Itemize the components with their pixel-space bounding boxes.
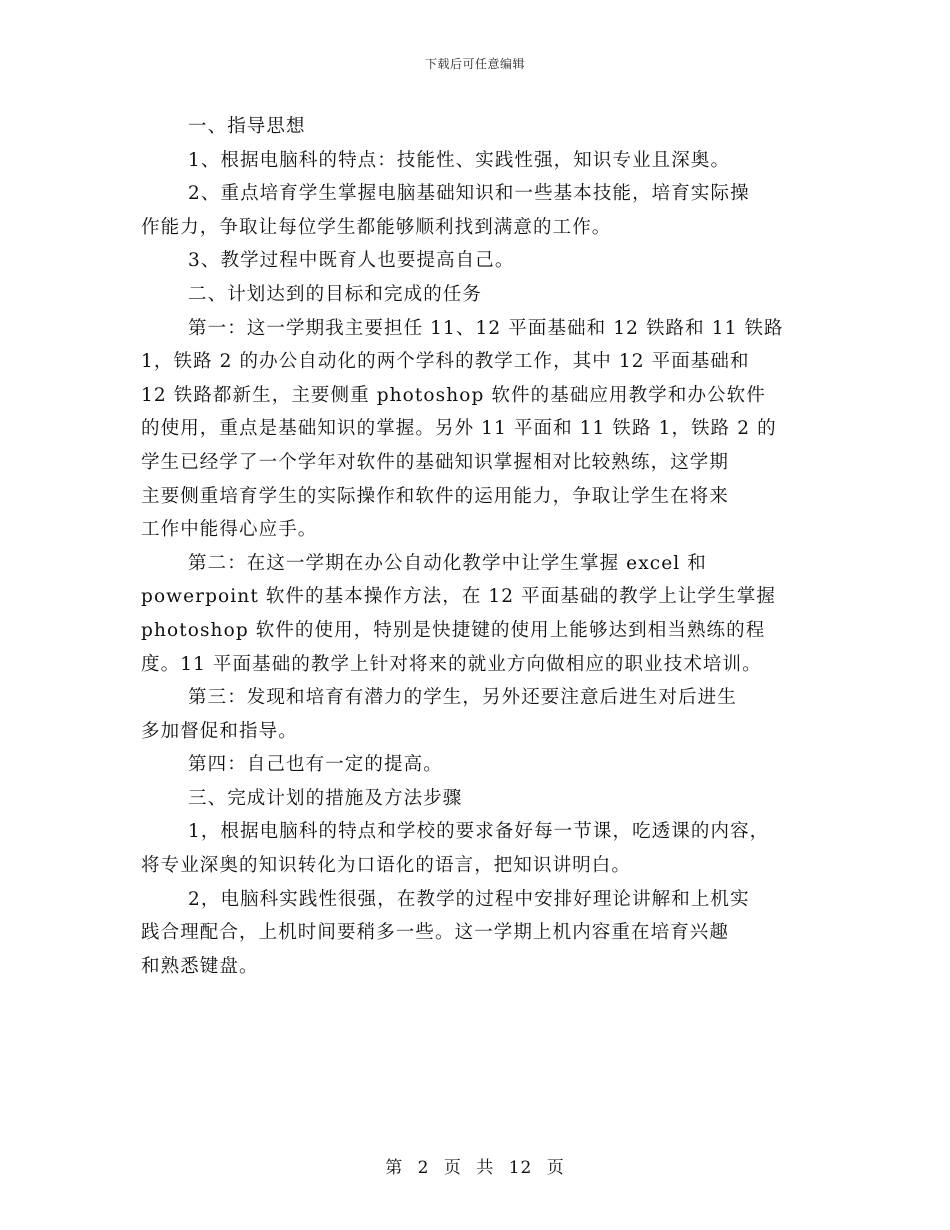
paragraph: [141, 815, 811, 882]
total-label: 共: [476, 1158, 495, 1178]
text-line: 3、教学过程中既育人也要提高自己。: [188, 250, 515, 272]
text-line: 和熟悉键盘。: [141, 955, 259, 977]
text-line: 将专业深奥的知识转化为口语化的语言，把知识讲明白。: [141, 855, 632, 877]
text-line: 作能力，争取让每位学生都能够顺利找到满意的工作。: [141, 216, 612, 238]
text-line: 学生已经学了一个学年对软件的基础知识掌握相对比较熟练，这学期: [141, 451, 730, 473]
page-label-middle: 页: [443, 1158, 462, 1178]
text-line: 1，铁路 2 的办公自动化的两个学科的教学工作，其中 12 平面基础和: [141, 351, 750, 373]
paragraph: [141, 883, 811, 984]
text-line: 12 铁路都新生，主要侧重 photoshop 软件的基础应用教学和办公软件: [141, 384, 766, 406]
page-label-suffix: 页: [546, 1158, 565, 1178]
paragraph: [141, 144, 811, 178]
paragraph: [141, 748, 811, 782]
text-line: 工作中能得心应手。: [141, 519, 318, 541]
text-line: 第二：在这一学期在办公自动化教学中让学生掌握 excel 和: [188, 552, 707, 574]
text-line: 三、完成计划的措施及方法步骤: [188, 787, 463, 809]
text-line: photoshop 软件的使用，特别是快捷键的使用上能够达到相当熟练的程: [141, 619, 766, 641]
paragraph: [141, 681, 811, 748]
text-line: 二、计划达到的目标和完成的任务: [188, 283, 483, 305]
paragraph: [141, 547, 811, 681]
text-line: 主要侧重培育学生的实际操作和软件的运用能力，争取让学生在将来: [141, 485, 730, 507]
paragraph: [141, 110, 811, 144]
text-line: 的使用，重点是基础知识的掌握。另外 11 平面和 11 铁路 1，铁路 2 的: [141, 418, 777, 440]
paragraph: [141, 244, 811, 278]
text-line: 第三：发现和培育有潜力的学生，另外还要注意后进生对后进生: [188, 687, 737, 709]
paragraph: [141, 177, 811, 244]
text-line: 1、根据电脑科的特点：技能性、实践性强，知识专业且深奥。: [188, 149, 731, 171]
text-line: 一、指导思想: [188, 116, 306, 137]
text-line: 1，根据电脑科的特点和学校的要求备好每一节课，吃透课的内容，: [188, 821, 770, 843]
text-line: 2、重点培育学生掌握电脑基础知识和一些基本技能，培育实际操: [188, 183, 750, 205]
total-pages: 12: [508, 1158, 533, 1178]
paragraph: [141, 782, 811, 816]
text-line: 第一：这一学期我主要担任 11、12 平面基础和 12 铁路和 11 铁路: [188, 317, 784, 339]
text-line: 2，电脑科实践性很强，在教学的过程中安排好理论讲解和上机实: [188, 888, 750, 910]
paragraph: [141, 312, 811, 547]
paragraph: [141, 278, 811, 312]
page-label-prefix: 第: [385, 1158, 404, 1178]
text-line: 多加督促和指导。: [141, 720, 298, 742]
text-line: 第四：自己也有一定的提高。: [188, 754, 443, 776]
text-line: 践合理配合，上机时间要稍多一些。这一学期上机内容重在培育兴趣: [141, 922, 730, 944]
document-body: [141, 110, 811, 983]
page-header: 下载后可任意编辑: [424, 57, 525, 71]
text-line: 度。11 平面基础的教学上针对将来的就业方向做相应的职业技术培训。: [141, 653, 762, 675]
page-footer: [0, 1153, 950, 1178]
page-number: 2: [417, 1158, 430, 1178]
text-line: powerpoint 软件的基本操作方法，在 12 平面基础的教学上让学生掌握: [141, 586, 776, 608]
